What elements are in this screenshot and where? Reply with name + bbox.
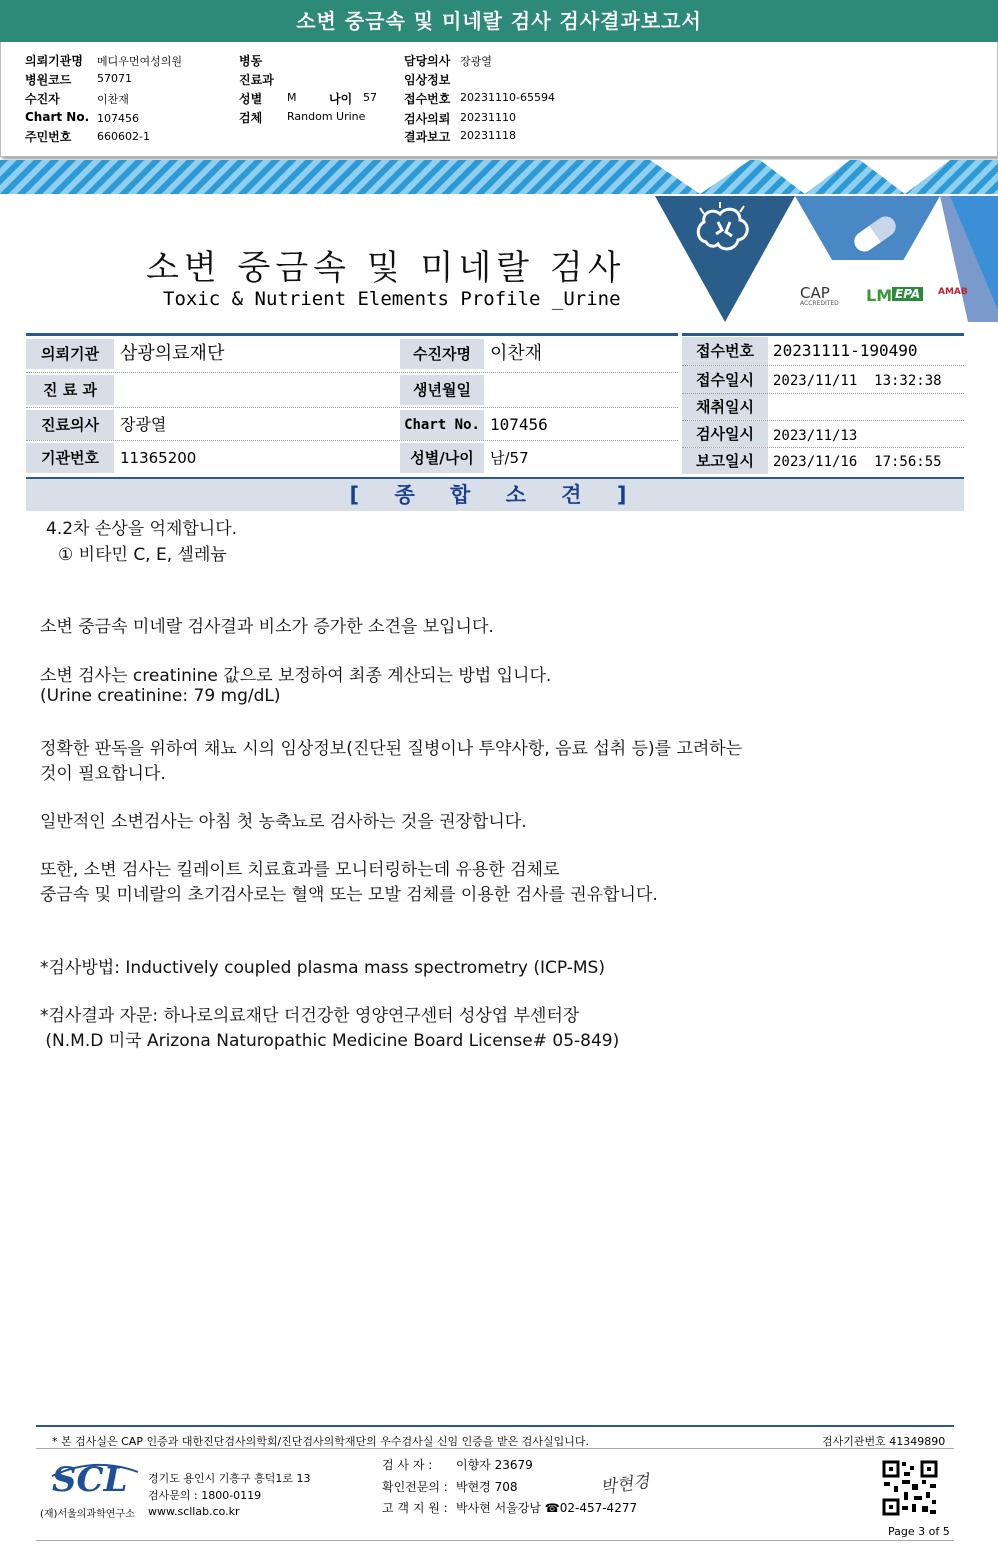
brain-icon bbox=[692, 200, 754, 260]
header-label: 수진자 bbox=[25, 92, 60, 106]
footer-notice: * 본 검사실은 CAP 인증과 대한진단검사의학회/진단검사의학재단의 우수검사실 신임 인증을 받은 검사실입니다. bbox=[52, 1435, 590, 1448]
header-label: 나이 bbox=[329, 92, 353, 106]
footer-divider bbox=[36, 1448, 954, 1449]
row-divider bbox=[26, 440, 678, 441]
header-value: 20231118 bbox=[460, 129, 516, 142]
header-value: 660602-1 bbox=[97, 130, 150, 143]
report-subtitle: Toxic & Nutrient Elements Profile _Urine bbox=[163, 288, 621, 310]
staff-label: 고 객 지 원 : bbox=[382, 1501, 448, 1515]
info-value: 이찬재 bbox=[490, 343, 543, 364]
cap-logo: CAP bbox=[800, 284, 830, 302]
opinion-line: (Urine creatinine: 79 mg/dL) bbox=[40, 686, 281, 706]
staff-label: 확인전문의 : bbox=[382, 1480, 448, 1494]
signature: 박현경 bbox=[599, 1471, 651, 1499]
info-value: 107456 bbox=[490, 415, 548, 434]
info-label: 성별/나이 bbox=[400, 443, 484, 473]
info-label: 의뢰기관 bbox=[26, 339, 114, 369]
info-label: 생년월일 bbox=[400, 375, 484, 405]
header-value: 메디우먼여성의원 bbox=[97, 55, 183, 68]
info-value: 2023/11/11 13:32:38 bbox=[773, 373, 942, 389]
header-label: 병동 bbox=[239, 54, 263, 68]
info-value: 2023/11/16 17:56:55 bbox=[773, 454, 942, 470]
info-label: 접수일시 bbox=[682, 366, 768, 394]
cap-logo-sub: ACCREDITED bbox=[800, 300, 839, 307]
website[interactable]: www.scllab.co.kr bbox=[148, 1505, 240, 1518]
lab-number: 검사기관번호 41349890 bbox=[822, 1435, 946, 1448]
header-value: 이찬재 bbox=[97, 93, 129, 106]
info-value: 20231111-190490 bbox=[773, 341, 918, 360]
header-value: 20231110-65594 bbox=[460, 91, 555, 104]
staff-label: 검 사 자 : bbox=[382, 1458, 433, 1472]
opinion-line: 일반적인 소변검사는 아침 첫 농축뇨로 검사하는 것을 권장합니다. bbox=[40, 812, 527, 832]
info-label: 보고일시 bbox=[682, 448, 768, 474]
info-value: 삼광의료재단 bbox=[120, 343, 225, 364]
opinion-line: 것이 필요합니다. bbox=[40, 764, 166, 784]
opinion-line: *검사결과 자문: 하나로의료재단 더건강한 영양연구센터 성상엽 부센터장 bbox=[40, 1006, 580, 1026]
report-banner-title: 소변 중금속 및 미네랄 검사 검사결과보고서 bbox=[0, 0, 998, 42]
header-value: 20231110 bbox=[460, 111, 516, 124]
opinion-line: 정확한 판독을 위하여 채뇨 시의 임상정보(진단된 질병이나 투약사항, 음료 섭취 등)를 고려하는 bbox=[40, 739, 743, 759]
header-value: 107456 bbox=[97, 112, 139, 125]
header-value: 장광열 bbox=[460, 55, 492, 68]
info-label: 채취일시 bbox=[682, 394, 768, 420]
info-label: 수진자명 bbox=[400, 339, 484, 369]
info-value: 11365200 bbox=[120, 449, 197, 467]
opinion-line: *검사방법: Inductively coupled plasma mass spectrometry (ICP-MS) bbox=[40, 958, 605, 978]
header-value: M bbox=[287, 91, 297, 104]
info-label: 접수번호 bbox=[682, 337, 768, 365]
info-value: 2023/11/13 bbox=[773, 428, 858, 444]
epa-logo: EPA bbox=[892, 287, 923, 301]
opinion-header: [ 종 합 소 견 ] bbox=[26, 477, 964, 511]
opinion-line: ① 비타민 C, E, 셀레늄 bbox=[58, 545, 227, 565]
header-label: 진료과 bbox=[239, 73, 274, 87]
opinion-line: 소변 검사는 creatinine 값으로 보정하여 최종 계산되는 방법 입니다. bbox=[40, 666, 552, 686]
phone: 검사문의 : 1800-0119 bbox=[148, 1489, 262, 1502]
info-label: 기관번호 bbox=[26, 443, 114, 473]
info-label: 검사일시 bbox=[682, 421, 768, 447]
row-divider bbox=[26, 372, 678, 373]
header-label: 검체 bbox=[239, 111, 263, 125]
opinion-line: 또한, 소변 검사는 킬레이트 치료효과를 모니터링하는데 유용한 검체로 bbox=[40, 860, 560, 880]
header-label: 주민번호 bbox=[25, 130, 72, 144]
header-label: 결과보고 bbox=[404, 130, 451, 144]
info-value: 남/57 bbox=[490, 449, 529, 467]
info-label: 진 료 과 bbox=[26, 375, 114, 405]
capsule-icon bbox=[846, 208, 904, 260]
request-header bbox=[0, 42, 998, 157]
footer-rule bbox=[36, 1425, 954, 1427]
staff-value: 박현경 708 bbox=[456, 1480, 518, 1494]
header-label: 검사의뢰 bbox=[404, 112, 451, 126]
report-title: 소변 중금속 및 미네랄 검사 bbox=[146, 248, 626, 288]
header-label: Chart No. bbox=[25, 110, 90, 124]
header-label: 성별 bbox=[239, 92, 263, 106]
header-value: 57071 bbox=[97, 72, 132, 85]
header-label: 병원코드 bbox=[25, 73, 72, 87]
staff-value: 이향자 23679 bbox=[456, 1458, 533, 1472]
opinion-line: (N.M.D 미국 Arizona Naturopathic Medicine Board License# 05-849) bbox=[40, 1031, 620, 1051]
info-label: 진료의사 bbox=[26, 410, 114, 440]
header-value: 57 bbox=[363, 91, 377, 104]
header-label: 임상정보 bbox=[404, 73, 451, 87]
header-label: 담당의사 bbox=[404, 54, 451, 68]
scl-logo: SCL bbox=[52, 1460, 128, 1500]
logo-swoosh bbox=[50, 1462, 140, 1478]
opinion-line: 소변 중금속 미네랄 검사결과 비소가 증가한 소견을 보입니다. bbox=[40, 617, 494, 637]
header-label: 의뢰기관명 bbox=[25, 54, 83, 68]
page-number: Page 3 of 5 bbox=[888, 1525, 950, 1538]
qr-code-icon bbox=[882, 1460, 938, 1516]
amab-logo: AMAB bbox=[938, 287, 968, 297]
lm-logo: LM bbox=[866, 286, 893, 305]
header-label: 접수번호 bbox=[404, 92, 451, 106]
info-value: 장광열 bbox=[120, 415, 167, 434]
staff-value: 박사현 서울강남 ☎02-457-4277 bbox=[456, 1501, 638, 1515]
table-top-rule bbox=[26, 333, 678, 336]
info-label: Chart No. bbox=[400, 410, 484, 440]
address: 경기도 용인시 기흥구 흥덕1로 13 bbox=[148, 1472, 311, 1485]
opinion-line: 중금속 및 미네랄의 초기검사로는 혈액 또는 모발 검체를 이용한 검사를 권유합니다. bbox=[40, 885, 658, 905]
footer-bottom-rule bbox=[36, 1540, 954, 1541]
header-value: Random Urine bbox=[287, 110, 366, 123]
row-divider bbox=[26, 407, 678, 408]
org-name: (재)서울의과학연구소 bbox=[40, 1509, 135, 1520]
opinion-line: 4.2차 손상을 억제합니다. bbox=[46, 519, 238, 539]
